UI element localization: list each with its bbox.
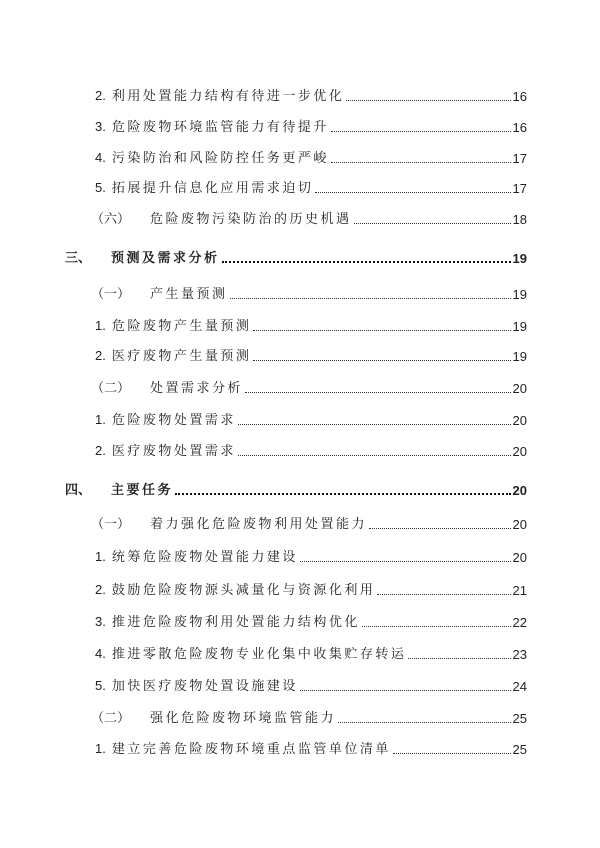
dot-leader: [377, 594, 510, 595]
toc-entry[interactable]: [95, 180, 527, 197]
toc-entry-number: 1.: [95, 549, 106, 564]
toc-entry-title: 危险废物环境监管能力有待提升: [111, 120, 329, 135]
toc-entry-number: 四、: [65, 482, 92, 497]
toc-entry[interactable]: [95, 318, 527, 335]
toc-entry-title: 医疗废物产生量预测: [111, 349, 252, 364]
toc-entry-title: 危险废物产生量预测: [111, 319, 252, 334]
dot-leader: [175, 493, 511, 495]
toc-entry[interactable]: [95, 88, 527, 105]
toc-entry[interactable]: [95, 646, 527, 663]
toc-entry-title: 强化危险废物环境监管能力: [150, 711, 337, 726]
toc-entry-page: 22: [512, 615, 527, 630]
toc-entry[interactable]: [95, 582, 527, 599]
toc-entry-number: 1.: [95, 741, 106, 756]
toc-entry-number: 4.: [95, 646, 106, 661]
toc-entry-number: 1.: [95, 318, 106, 333]
toc-entry[interactable]: [95, 150, 527, 167]
toc-entry[interactable]: [95, 412, 527, 429]
toc-entry[interactable]: [91, 211, 527, 228]
toc-entry-page: 19: [512, 319, 527, 334]
toc-entry[interactable]: [95, 549, 527, 566]
dot-leader: [408, 658, 510, 659]
toc-entry-title: 主要任务: [111, 483, 174, 498]
dot-leader: [362, 626, 511, 627]
toc-entry-title: 污染防治和风险防控任务更严峻: [111, 151, 329, 166]
toc-entry[interactable]: [91, 380, 527, 397]
toc-entry-page: 21: [512, 583, 527, 598]
toc-entry-title: 鼓励危险废物源头减量化与资源化利用: [111, 583, 376, 598]
toc-entry-number: （一）: [91, 516, 131, 531]
dot-leader: [230, 298, 511, 299]
toc-entry-number: （二）: [91, 710, 131, 725]
toc-entry-number: 3.: [95, 119, 106, 134]
toc-entry[interactable]: [95, 443, 527, 460]
toc-entry-title: 加快医疗废物处置设施建设: [111, 679, 298, 694]
toc-entry-page: 18: [512, 212, 527, 227]
toc-entry-number: 5.: [95, 180, 106, 195]
toc-entry-title: 处置需求分析: [150, 381, 244, 396]
dot-leader: [369, 528, 511, 529]
toc-entry[interactable]: [91, 710, 527, 727]
toc-entry-title: 预测及需求分析: [111, 251, 220, 266]
toc-entry[interactable]: [95, 741, 527, 758]
toc-entry-page: 24: [512, 679, 527, 694]
toc-entry[interactable]: [91, 516, 527, 533]
toc-entry-title: 产生量预测: [150, 287, 228, 302]
dot-leader: [300, 561, 511, 562]
toc-entry-page: 16: [512, 89, 527, 104]
toc-entry-page: 23: [512, 647, 527, 662]
toc-entry-number: 1.: [95, 412, 106, 427]
dot-leader: [331, 131, 511, 132]
dot-leader: [238, 424, 511, 425]
toc-entry-title: 危险废物处置需求: [111, 413, 236, 428]
toc-entry-number: （一）: [91, 286, 131, 301]
toc-entry-page: 20: [512, 444, 527, 459]
toc-entry-page: 20: [512, 413, 527, 428]
toc-entry-title: 拓展提升信息化应用需求迫切: [111, 181, 314, 196]
toc-entry-page: 16: [512, 120, 527, 135]
toc-entry-page: 19: [512, 251, 527, 266]
dot-leader: [338, 722, 511, 723]
dot-leader: [253, 330, 510, 331]
toc-entry-number: 2.: [95, 348, 106, 363]
toc-entry-title: 利用处置能力结构有待进一步优化: [111, 89, 345, 104]
toc-entry-title: 医疗废物处置需求: [111, 444, 236, 459]
toc-entry-title: 着力强化危险废物利用处置能力: [150, 517, 368, 532]
toc-entry[interactable]: [91, 286, 527, 303]
toc-entry[interactable]: [95, 119, 527, 136]
dot-leader: [315, 192, 510, 193]
toc-entry-page: 20: [512, 550, 527, 565]
toc-entry-number: 2.: [95, 88, 106, 103]
toc-entry-number: （二）: [91, 380, 131, 395]
toc-entry-number: 2.: [95, 582, 106, 597]
toc-entry[interactable]: [95, 614, 527, 631]
toc-entry-number: 4.: [95, 150, 106, 165]
toc-entry-page: 20: [512, 381, 527, 396]
dot-leader: [331, 162, 511, 163]
toc-entry-title: 建立完善危险废物环境重点监管单位清单: [111, 742, 391, 757]
toc-entry-page: 19: [512, 287, 527, 302]
toc-entry-page: 17: [512, 151, 527, 166]
dot-leader: [245, 392, 511, 393]
toc-entry[interactable]: [65, 482, 527, 499]
toc-entry-number: 3.: [95, 614, 106, 629]
toc-entry-page: 25: [512, 742, 527, 757]
toc-entry-page: 17: [512, 181, 527, 196]
toc-entry[interactable]: [95, 348, 527, 365]
dot-leader: [238, 455, 511, 456]
dot-leader: [300, 690, 511, 691]
dot-leader: [222, 261, 511, 263]
toc-entry-number: 5.: [95, 678, 106, 693]
toc-entry-page: 19: [512, 349, 527, 364]
dot-leader: [346, 100, 510, 101]
toc-entry[interactable]: [95, 678, 527, 695]
dot-leader: [253, 360, 510, 361]
dot-leader: [393, 753, 511, 754]
toc-entry-page: 25: [512, 711, 527, 726]
toc-entry-title: 危险废物污染防治的历史机遇: [150, 212, 352, 227]
toc-entry[interactable]: [65, 250, 527, 267]
toc-entry-number: （六）: [91, 211, 131, 226]
toc-entry-page: 20: [512, 483, 527, 498]
dot-leader: [354, 223, 511, 224]
toc-entry-number: 2.: [95, 443, 106, 458]
toc-entry-title: 推进危险废物利用处置能力结构优化: [111, 615, 360, 630]
toc-entry-title: 推进零散危险废物专业化集中收集贮存转运: [111, 647, 407, 662]
toc-entry-page: 20: [512, 517, 527, 532]
toc-entry-title: 统筹危险废物处置能力建设: [111, 550, 298, 565]
toc-entry-number: 三、: [65, 250, 92, 265]
